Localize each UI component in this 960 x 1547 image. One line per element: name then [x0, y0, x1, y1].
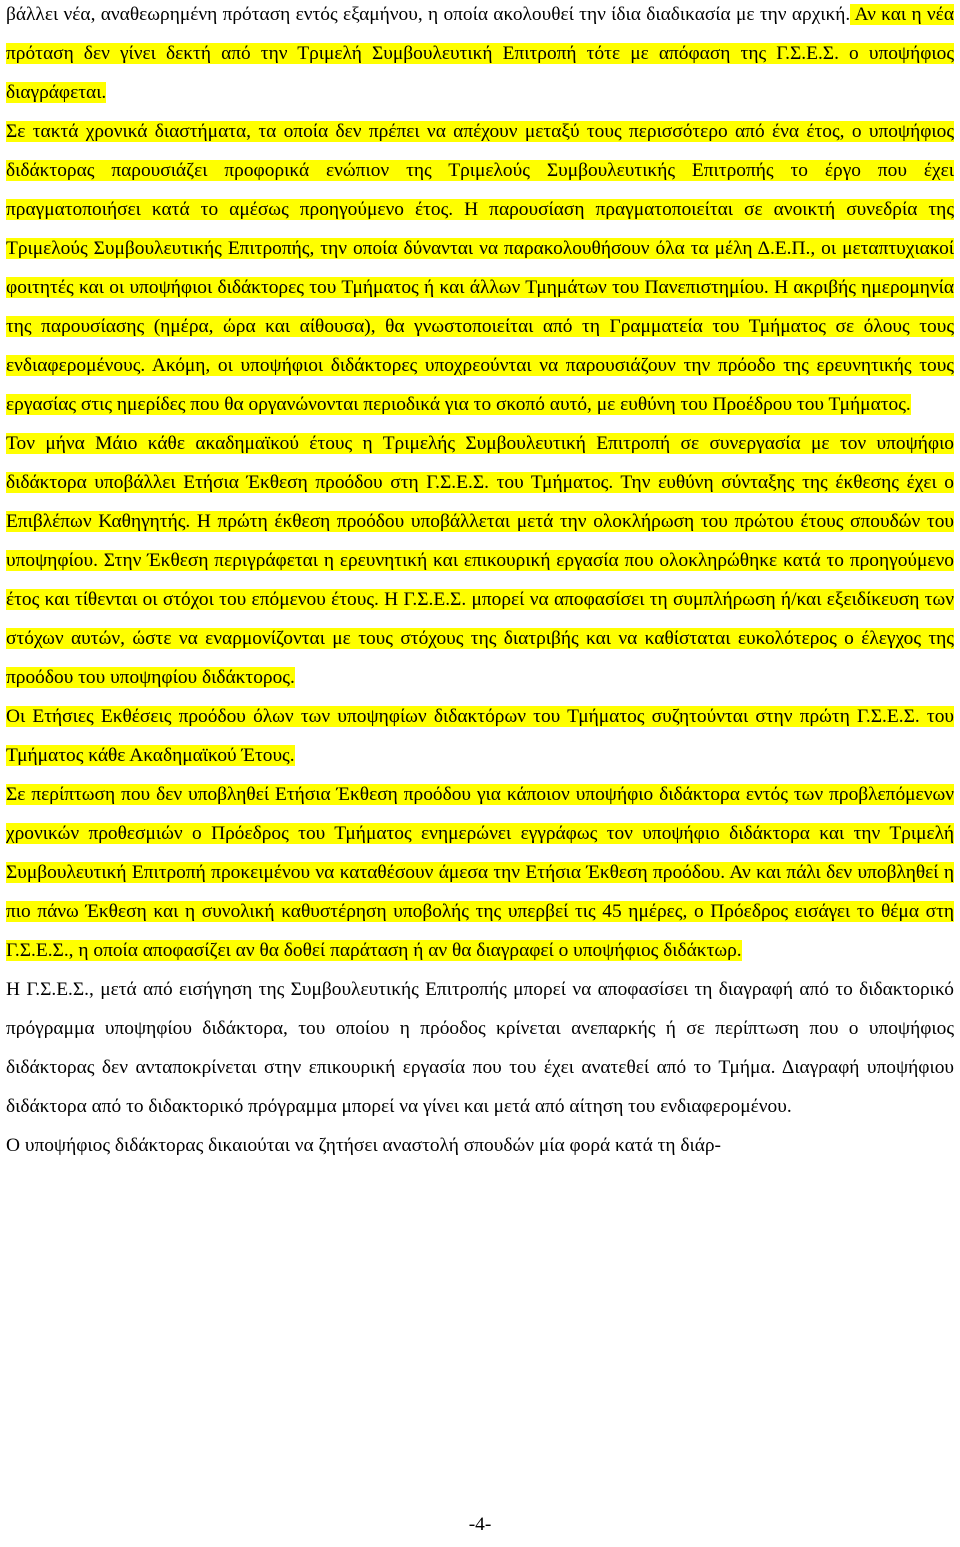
- text-run: Η Γ.Σ.Ε.Σ., μετά από εισήγηση της Συμβουλευτικής Επιτροπής μπορεί να αποφασίσει τη διαγραφή από το διδακτορικό πρόγραμμα υποψηφίου διδάκτορα, του οποίου η πρόοδος κρίνεται ανεπαρκής ή σε περίπτωση που ο υποψήφιος διδάκτορας δεν ανταποκρίνεται στην επικουρική εργασία που του έχει ανατεθεί από το Τμήμα. Διαγραφή υποψήφιου διδάκτορα από το διδακτορικό πρόγραμμα μπορεί να γίνει και μετά από αίτηση του ενδιαφερομένου.: [6, 979, 954, 1117]
- highlighted-text-run: Η ακριβής ημερομηνία της παρουσίασης (ημέρα, ώρα και αίθουσα), θα γνωστοποιείται από τη Γραμματεία του Τμήματος σε όλους τους ενδιαφερομένους.: [6, 277, 955, 376]
- paragraph-3: [6, 697, 954, 775]
- highlighted-text-run: Σε περίπτωση που δεν υποβληθεί Ετήσια Έκθεση προόδου για κάποιον υποψήφιο διδάκτορα εντός των προβλεπόμενων χρονικών προθεσμιών ο Πρόεδρος του Τμήματος ενημερώνει εγγράφως τον υποψήφιο διδάκτορα και την Τριμελή Συμβουλευτική Επιτροπή προκειμένου να καταθέσουν άμεσα την Ετήσια Έκθεση προόδου. Αν και πάλι δεν υποβληθεί η πιο πάνω Έκθεση και η συνολική καθυστέρηση υποβολής της υπερβεί τις 45 ημέρες, ο Πρόεδρος εισάγει το θέμα στη Γ.Σ.Ε.Σ., η οποία αποφασίζει αν θα δοθεί παράταση ή αν θα διαγραφεί ο υποψήφιος διδάκτωρ.: [6, 784, 954, 961]
- text-run: βάλλει νέα, αναθεωρημένη πρόταση εντός εξαμήνου, η οποία ακολουθεί την ίδια διαδικασία με την αρχική.: [6, 4, 851, 25]
- highlighted-text-run: Αν και η νέα πρόταση δεν γίνει δεκτή από την Τριμελή Συμβουλευτική Επιτροπή τότε με απόφαση της Γ.Σ.Ε.Σ. ο υποψήφιος διαγράφεται.: [6, 4, 954, 103]
- paragraph-4: [6, 775, 954, 970]
- highlighted-text-run: Τον μήνα Μάιο κάθε ακαδημαϊκού έτους η Τριμελής Συμβουλευτική Επιτροπή σε συνεργασία με τον υποψήφιο διδάκτορα υποβάλλει Ετήσια Έκθεση προόδου στη Γ.Σ.Ε.Σ. του Τμήματος. Την ευθύνη σύνταξης της έκθεσης έχει ο Επιβλέπων Καθηγητής. Η πρώτη έκθεση προόδου υποβάλλεται μετά την ολοκλήρωση του πρώτου έτους σπουδών του υποψηφίου. Στην Έκθεση περιγράφεται η ερευνητική και επικουρική εργασία που ολοκληρώθηκε κατά το προηγούμενο έτος και τίθενται οι στόχοι του επόμενου έτους. Η Γ.Σ.Ε.Σ. μπορεί να αποφασίσει τη συμπλήρωση ή/και εξειδίκευση των στόχων αυτών, ώστε να εναρμονίζονται με τους στόχους της διατριβής και να καθίσταται ευκολότερος ο έλεγχος της προόδου του υποψηφίου διδάκτορος.: [6, 433, 954, 688]
- paragraph-2: [6, 424, 954, 697]
- paragraph-5: [6, 970, 954, 1126]
- highlighted-text-run: , οι μεταπτυχιακοί φοιτητές και οι υποψήφιοι διδάκτορες του Τμήματος ή και άλλων Τμημάτων του Πανεπιστημίου.: [6, 238, 954, 298]
- paragraph-6: [6, 1126, 954, 1165]
- highlighted-text-run: Ακόμη, οι υποψήφιοι διδάκτορες υποχρεούνται να παρουσιάζουν την πρόοδο της ερευνητικής τους εργασίας στις ημερίδες που θα οργανώνονται περιοδικά για το σκοπό αυτό, με ευθύνη του Προέδρου του Τμήματος.: [6, 355, 954, 415]
- paragraph-1: [6, 112, 954, 424]
- document-page: [6, 0, 954, 1165]
- highlighted-text-run: Οι Ετήσιες Εκθέσεις προόδου όλων των υποψηφίων διδακτόρων του Τμήματος συζητούνται στην πρώτη Γ.Σ.Ε.Σ. του Τμήματος κάθε Ακαδημαϊκού Έτους.: [6, 706, 954, 766]
- paragraph-0: [6, 0, 954, 112]
- highlighted-text-run: Σε τακτά χρονικά διαστήματα, τα οποία δεν πρέπει να απέχουν μεταξύ τους περισσότερο από ένα έτος, ο υποψήφιος διδάκτορας παρουσιάζει προφορικά ενώπιον της Τριμελούς Συμβουλευτικής Επιτροπής το έργο που έχει πραγματοποιήσει κατά το αμέσως προηγούμενο έτος.: [6, 121, 954, 220]
- text-run: Ο υποψήφιος διδάκτορας δικαιούται να ζητήσει αναστολή σπουδών μία φορά κατά τη διάρ-: [6, 1135, 722, 1156]
- page-number: -4-: [468, 1514, 492, 1535]
- highlighted-text-run: Η παρουσίαση πραγματοποιείται σε ανοικτή συνεδρία της Τριμελούς Συμβουλευτικής Επιτροπής, την οποία δύνανται να παρακολουθήσουν όλα τα μέλη Δ.Ε.Π.: [6, 199, 954, 259]
